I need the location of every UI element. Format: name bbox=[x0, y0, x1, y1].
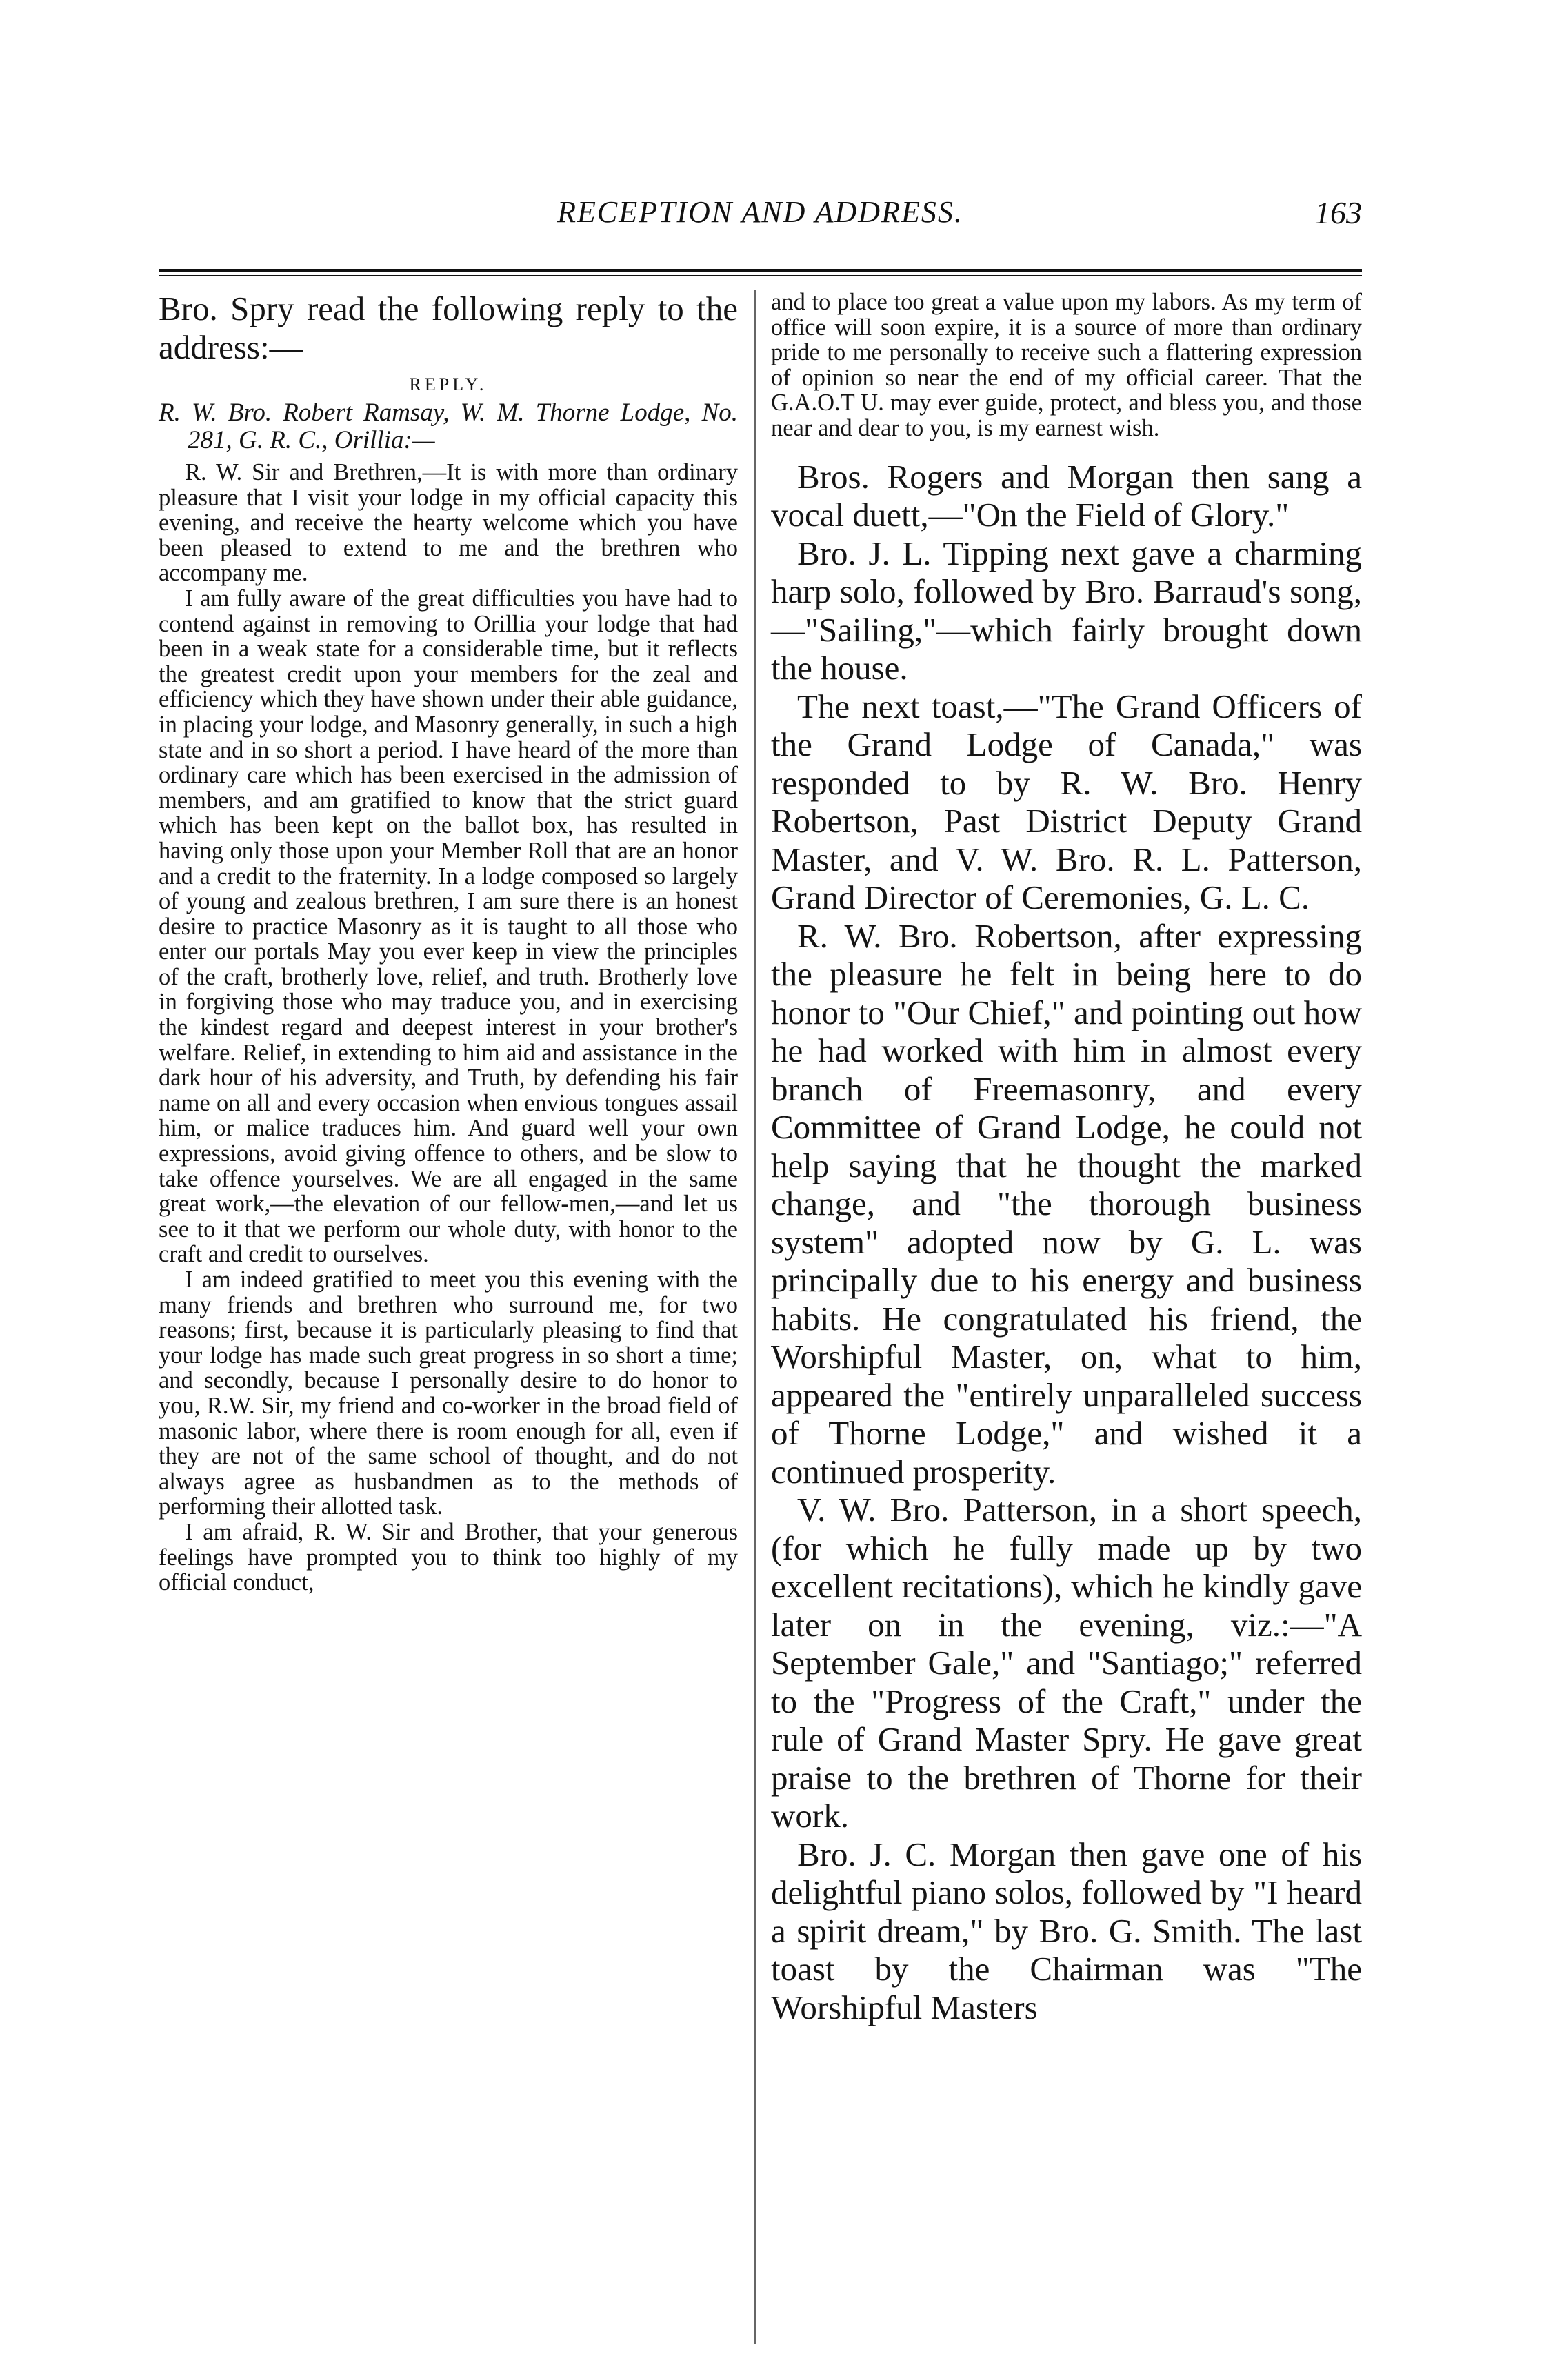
narrative-paragraph: Bro. J. L. Tipping next gave a charming harp solo, followed by Bro. Barraud's song,—"Sailing,"—which fairly brought down the house. bbox=[771, 534, 1362, 687]
running-head: RECEPTION AND ADDRESS. bbox=[557, 195, 963, 229]
letter-paragraph: I am fully aware of the great difficulties you have had to contend against in removing to Orillia your lodge that had been in a weak state for a considerable time, but it reflects the greatest credit upon your members for the zeal and efficiency which they have shown under their able guidance, in placing your lodge, and Masonry generally, in such a high state and in so short a period. I have heard of the more than ordinary care which has been exercised in the admission of members, and am gratified to know that the strict guard which has been kept on the ballot box, has resulted in having only those upon your Member Roll that are an honor and a credit to the fraternity. In a lodge composed so largely of young and zealous brethren, I am sure there is an honest desire to practice Masonry as it is taught to all those who enter our portals May you ever keep in view the principles of the craft, brotherly love, relief, and truth. Brotherly love in forgiving those who may traduce you, and in exercising the kindest regard and deepest interest in your brother's welfare. Relief, in extending to him aid and assistance in the dark hour of his adversity, and Truth, by defending his fair name on all and every occasion when envious tongues assail him, or malice traduces him. And guard well your own expressions, avoid giving offence to others, and be slow to take offence yourselves. We are all engaged in the same great work,—the elevation of our fellow-men,—and let us see to it that we perform our whole duty, with honor to the craft and credit to ourselves. bbox=[159, 585, 738, 1268]
column-divider bbox=[754, 290, 756, 2344]
header-rule bbox=[159, 269, 1362, 272]
page-number: 163 bbox=[1314, 195, 1362, 230]
left-column bbox=[159, 290, 738, 1595]
header-rule-thin bbox=[159, 275, 1362, 276]
page-header bbox=[159, 194, 1362, 243]
letter-paragraph: I am indeed gratified to meet you this evening with the many friends and brethren who surround me, for two reasons; first, because it is particularly pleasing to find that your lodge has made such great progress in so short a time; and secondly, because I personally desire to do honor to you, R.W. Sir, my friend and co-worker in the broad field of masonic labor, where there is room enough for all, even if they are not of the same school of thought, and do not always agree as husbandmen as to the methods of performing their allotted task. bbox=[159, 1267, 738, 1520]
narrative-paragraph: V. W. Bro. Patterson, in a short speech, (for which he fully made up by two excellent recitations), which he kindly gave later on in the evening, viz.:—"A September Gale," and "Santiago;" referred to the "Progress of the Craft," under the rule of Grand Master Spry. He gave great praise to the brethren of Thorne for their work. bbox=[771, 1491, 1362, 1835]
letter-paragraph: I am afraid, R. W. Sir and Brother, that your generous feelings have prompted you to think too highly of my official conduct, bbox=[159, 1518, 738, 1596]
reply-addressee: R. W. Bro. Robert Ramsay, W. M. Thorne Lodge, No. 281, G. R. C., Orillia:— bbox=[159, 399, 738, 454]
narrative-paragraph: Bros. Rogers and Morgan then sang a vocal duett,—"On the Field of Glory." bbox=[771, 457, 1362, 534]
narrative-paragraph: R. W. Bro. Robertson, after expressing the pleasure he felt in being here to do honor to "Our Chief," and pointing out how he had worked with him in almost every branch of Freemasonry, and every Committee of Grand Lodge, he could not help saying that he thought the marked change, and "the thorough business system" adopted now by G. L. was principally due to his energy and business habits. He congratulated his friend, the Worshipful Master, on, what to him, appeared the "entirely unparalleled success of Thorne Lodge," and wished it a continued prosperity. bbox=[771, 916, 1362, 1491]
reply-heading: REPLY. bbox=[409, 374, 488, 394]
right-column bbox=[771, 290, 1362, 2026]
reply-intro: Bro. Spry read the following reply to the address:— bbox=[159, 290, 738, 366]
narrative-paragraph: The next toast,—"The Grand Officers of the Grand Lodge of Canada," was responded to by R. W. Bro. Henry Robertson, Past District Deputy Grand Master, and V. W. Bro. R. L. Patterson, Grand Director of Ceremonies, G. L. C. bbox=[771, 687, 1362, 917]
narrative-paragraph: Bro. J. C. Morgan then gave one of his delightful piano solos, followed by "I heard a spirit dream," by Bro. G. Smith. The last toast by the Chairman was "The Worshipful Masters bbox=[771, 1835, 1362, 2026]
letter-continuation: and to place too great a value upon my labors. As my term of office will soon expire, it is a source of more than ordinary pride to me personally to receive such a flattering expression of opinion so near the end of my official career. That the G.A.O.T U. may ever guide, protect, and bless you, and those near and dear to you, is my earnest wish. bbox=[771, 289, 1362, 441]
letter-paragraph: R. W. Sir and Brethren,—It is with more than ordinary pleasure that I visit your lodge in my official capacity this evening, and receive the hearty welcome which you have been pleased to extend to me and the brethren who accompany me. bbox=[159, 459, 738, 587]
